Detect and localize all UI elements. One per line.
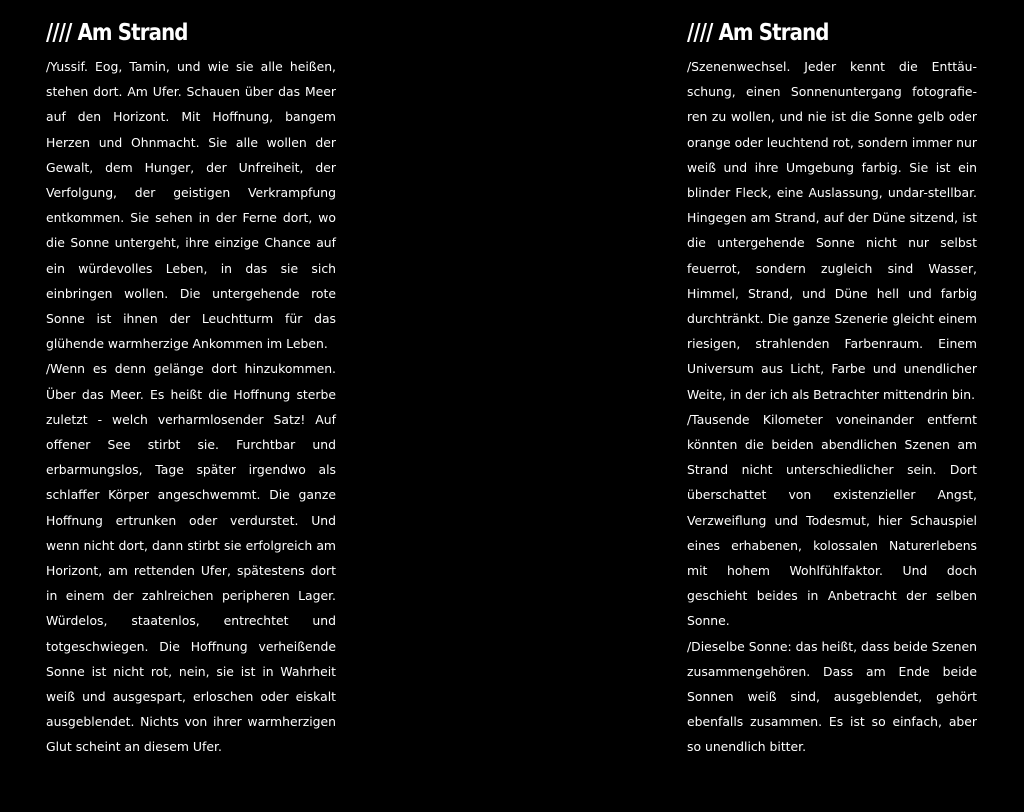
- left-column: [46, 18, 336, 760]
- left-column-title: //// Am Strand: [46, 20, 188, 46]
- left-paragraph-1: /Yussif. Eog, Tamin, und wie sie alle heißen, stehen dort. Am Ufer. Schauen über das Meer auf den Horizont. Mit Hoffnung, bangem Herzen und Ohnmacht. Sie alle wollen der Gewalt, dem Hunger, der Unfreiheit, der Verfolgung, der geistigen Verkrampfung entkommen. Sie sehen in der Ferne dort, wo die Sonne untergeht, ihre einzige Chance auf ein würdevolles Leben, in das sie sich einbringen wollen. Die untergehende rote Sonne ist ihnen der Leuchtturm für das glühende warmherzige Ankommen im Leben.: [46, 59, 336, 352]
- right-paragraph-1: /Szenenwechsel. Jeder kennt die Enttäu-schung, einen Sonnenuntergang fotografie-ren zu wollen, und nie ist die Sonne gelb oder orange oder leuchtend rot, sondern immer nur weiß und ihre Umgebung farbig. Sie ist ein blinder Fleck, eine Auslassung, undar-stellbar. Hingegen am Strand, auf der Düne sitzend, ist die untergehende Sonne nicht nur selbst feuerrot, sondern zugleich sind Wasser, Himmel, Strand, und Düne hell und farbig durchtränkt. Die ganze Szenerie gleicht einem riesigen, strahlenden Farbenraum. Einem Universum aus Licht, Farbe und unendlicher Weite, in der ich als Betrachter mittendrin bin.: [687, 59, 977, 402]
- right-column: [687, 18, 977, 760]
- right-paragraph-3: /Dieselbe Sonne: das heißt, dass beide Szenen zusammengehören. Dass am Ende beide Sonnen weiß sind, ausgeblendet, gehört ebenfalls zusammen. Es ist so einfach, aber so unendlich bitter.: [687, 638, 977, 755]
- right-paragraph-2: /Tausende Kilometer voneinander entfernt könnten die beiden abendlichen Szenen am Strand nicht unterschiedlicher sein. Dort überschattet von existenzieller Angst, Verzweiflung und Todesmut, hier Schauspiel eines erhabenen, kolossalen Naturerlebens mit hohem Wohlfühlfaktor. Und doch geschieht beides in Anbetracht der selben Sonne.: [687, 411, 977, 629]
- right-column-title: //// Am Strand: [687, 20, 829, 46]
- left-paragraph-2: /Wenn es denn gelänge dort hinzukommen. Über das Meer. Es heißt die Hoffnung sterbe zuletzt - welch verharmlosender Satz! Auf offener See stirbt sie. Furchtbar und erbarmungslos, Tage später irgendwo als schlaffer Körper angeschwemmt. Die ganze Hoffnung ertrunken oder verdurstet. Und wenn nicht dort, dann stirbt sie erfolgreich am Horizont, am rettenden Ufer, spätestens dort in einem der zahlreichen peripheren Lager. Würdelos, staatenlos, entrechtet und totgeschwiegen. Die Hoffnung verheißende Sonne ist nicht rot, nein, sie ist in Wahrheit weiß und ausgespart, erloschen oder eiskalt ausgeblendet. Nichts von ihrer warmherzigen Glut scheint an diesem Ufer.: [46, 361, 336, 755]
